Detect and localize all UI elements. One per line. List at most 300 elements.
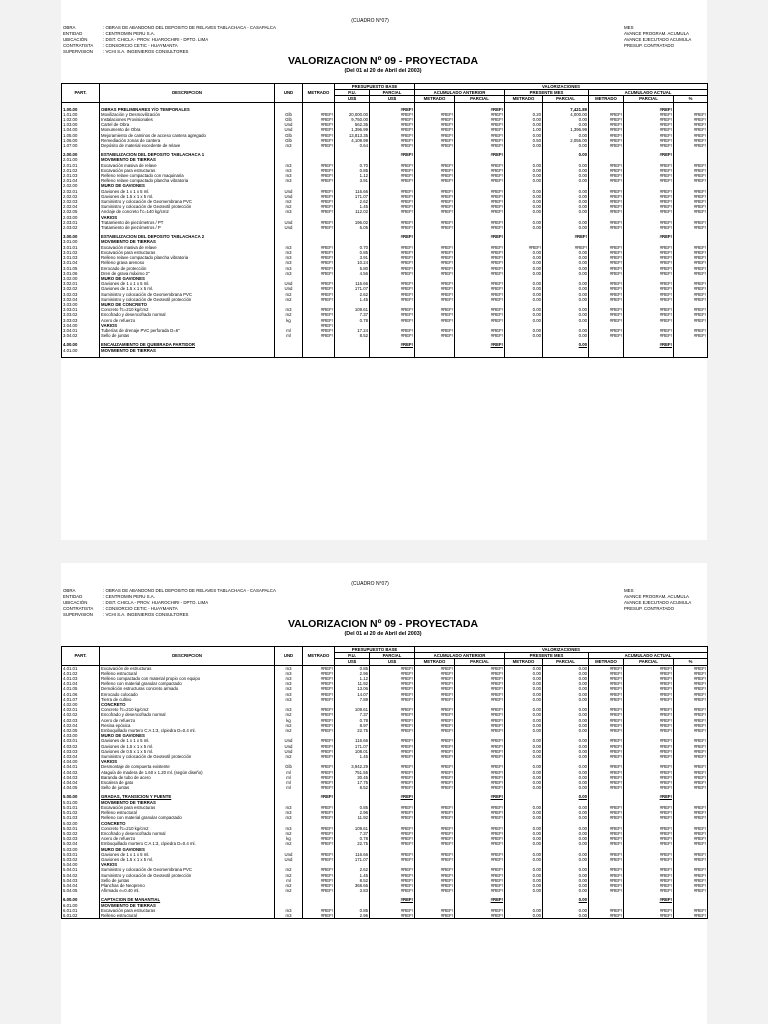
- table-cell: #REF!: [303, 852, 335, 857]
- table-cell: 1.00.00: [62, 107, 100, 112]
- table-cell: #REF!: [624, 328, 674, 333]
- table-cell: [543, 353, 589, 358]
- table-cell: #REF!: [624, 143, 674, 148]
- table-cell: 0.00: [505, 194, 543, 199]
- table-cell: Relleno compactado con material propio con equipo: [100, 676, 275, 681]
- table-cell: #REF!: [455, 780, 505, 785]
- table-cell: #REF!: [543, 234, 589, 239]
- table-cell: Remediación zonas de cantera: [100, 138, 275, 143]
- table-cell: m2: [275, 888, 303, 893]
- table-cell: #REF!: [303, 770, 335, 775]
- progress-label: PRESUP. CONTRATADO: [624, 606, 675, 611]
- table-cell: Tierra de cultivo: [100, 697, 275, 702]
- table-cell: 10.24: [335, 260, 370, 265]
- table-cell: #REF!: [370, 307, 415, 312]
- table-cell: #REF!: [589, 333, 624, 338]
- table-cell: #REF!: [303, 178, 335, 183]
- table-cell: #REF!: [624, 152, 674, 157]
- table-cell: #REF!: [370, 744, 415, 749]
- table-cell: m2: [275, 831, 303, 836]
- col-par: PARCIAL: [543, 96, 589, 102]
- table-cell: m3: [275, 692, 303, 697]
- table-cell: 0.20: [505, 112, 543, 117]
- table-cell: #REF!: [303, 250, 335, 255]
- sheet-page-2: [61, 563, 707, 1024]
- table-cell: 0.00: [543, 878, 589, 883]
- table-cell: 0.00: [543, 867, 589, 872]
- table-cell: #REF!: [370, 107, 415, 112]
- table-cell: #REF!: [370, 266, 415, 271]
- table-cell: 0.00: [505, 878, 543, 883]
- table-cell: 1.05.00: [62, 133, 100, 138]
- table-cell: 3.00.00: [62, 234, 100, 239]
- table-cell: 0.00: [543, 173, 589, 178]
- table-cell: #REF!: [303, 744, 335, 749]
- table-cell: #REF!: [624, 681, 674, 686]
- table-cell: m2: [275, 841, 303, 846]
- table-cell: #REF!: [303, 260, 335, 265]
- progress-label: MES: [624, 588, 634, 593]
- table-cell: Und: [275, 127, 303, 132]
- table-cell: 0.00: [505, 292, 543, 297]
- table-cell: #REF!: [370, 676, 415, 681]
- table-cell: #REF!: [674, 883, 708, 888]
- table-cell: #REF!: [455, 189, 505, 194]
- table-cell: 2.03.02: [62, 225, 100, 230]
- table-cell: 4.03.00: [62, 733, 100, 738]
- table-cell: Suministro y colocación de Geotextil protección: [100, 204, 275, 209]
- table-cell: #REF!: [370, 831, 415, 836]
- table-cell: #REF!: [505, 245, 543, 250]
- table-cell: #REF!: [624, 723, 674, 728]
- table-cell: #REF!: [303, 878, 335, 883]
- table-cell: #REF!: [455, 292, 505, 297]
- table-cell: 0.00: [543, 749, 589, 754]
- table-cell: VARIOS: [100, 862, 275, 867]
- table-cell: 0.00: [543, 168, 589, 173]
- table-cell: #REF!: [303, 831, 335, 836]
- table-cell: 6.00.00: [62, 897, 100, 902]
- table-cell: #REF!: [370, 780, 415, 785]
- table-cell: #REF!: [415, 127, 455, 132]
- table-cell: #REF!: [370, 163, 415, 168]
- table-cell: 5.00.00: [62, 794, 100, 799]
- table-cell: #REF!: [415, 297, 455, 302]
- col-acum-act: ACUMULADO ACTUAL: [589, 90, 708, 96]
- table-cell: 0.00: [505, 908, 543, 913]
- table-cell: Encofrado y desencofrado normal: [100, 712, 275, 717]
- col-presente: PRESENTE MES: [505, 653, 589, 659]
- table-cell: #REF!: [674, 199, 708, 204]
- table-cell: #REF!: [455, 133, 505, 138]
- table-cell: 2.62: [335, 867, 370, 872]
- table-cell: #REF!: [589, 307, 624, 312]
- table-cell: #REF!: [455, 199, 505, 204]
- col-acum-ant: ACUMULADO ANTERIOR: [415, 653, 505, 659]
- table-cell: Enrocado colocado: [100, 692, 275, 697]
- table-cell: #REF!: [455, 112, 505, 117]
- table-cell: 3.02.01: [62, 281, 100, 286]
- table-cell: #REF!: [589, 738, 624, 743]
- table-cell: #REF!: [455, 770, 505, 775]
- table-cell: #REF!: [370, 873, 415, 878]
- table-cell: 0.00: [543, 199, 589, 204]
- table-cell: #REF!: [415, 312, 455, 317]
- table-cell: 0.70: [335, 245, 370, 250]
- table-cell: 6.01.02: [62, 913, 100, 919]
- table-cell: 0.00: [543, 728, 589, 733]
- table-cell: 0.00: [543, 260, 589, 265]
- table-cell: #REF!: [455, 281, 505, 286]
- table-cell: 562.35: [335, 122, 370, 127]
- table-cell: #REF!: [455, 178, 505, 183]
- table-cell: 0.00: [505, 749, 543, 754]
- table-cell: #REF!: [303, 681, 335, 686]
- table-cell: #REF!: [455, 712, 505, 717]
- table-cell: Emboquillado mortero C:A 1:3, c/piedra D=0.4 ml.: [100, 728, 275, 733]
- table-cell: 7.37: [335, 712, 370, 717]
- table-cell: 0.00: [505, 831, 543, 836]
- table-cell: m2: [275, 312, 303, 317]
- table-cell: 0.00: [543, 831, 589, 836]
- table-cell: 0.00: [543, 209, 589, 214]
- table-cell: 109.61: [335, 826, 370, 831]
- table-cell: 0.00: [505, 318, 543, 323]
- table-cell: #REF!: [455, 107, 505, 112]
- table-cell: 108.01: [335, 749, 370, 754]
- table-cell: #REF!: [624, 133, 674, 138]
- table-cell: 3.01.01: [62, 245, 100, 250]
- col-pu: P.U.: [335, 653, 370, 659]
- table-cell: #REF!: [415, 286, 455, 291]
- table-cell: 0.00: [505, 692, 543, 697]
- table-cell: #REF!: [589, 318, 624, 323]
- table-cell: 1.00: [505, 127, 543, 132]
- table-cell: #REF!: [674, 770, 708, 775]
- table-cell: #REF!: [415, 873, 455, 878]
- table-cell: #REF!: [674, 780, 708, 785]
- table-cell: 0.00: [543, 143, 589, 148]
- table-cell: #REF!: [624, 163, 674, 168]
- table-cell: [505, 353, 543, 358]
- header-value: : VCHI S.A. INGENIEROS CONSULTORES: [103, 612, 189, 617]
- table-cell: 0.00: [543, 676, 589, 681]
- table-cell: #REF!: [674, 286, 708, 291]
- table-cell: Tratamiento de piezómetros / PT: [100, 220, 275, 225]
- table-cell: Relleno estructural: [100, 671, 275, 676]
- table-cell: 2.03.00: [62, 215, 100, 220]
- table-cell: #REF!: [455, 718, 505, 723]
- table-cell: MOVIMIENTO DE TIERRAS: [100, 800, 275, 805]
- table-cell: #REF!: [370, 127, 415, 132]
- table-cell: #REF!: [674, 692, 708, 697]
- table-cell: #REF!: [415, 292, 455, 297]
- table-cell: #REF!: [674, 328, 708, 333]
- table-cell: 0.00: [505, 780, 543, 785]
- table-cell: MURO DE GAVIONES: [100, 276, 275, 281]
- table-cell: Encofrado y desencofrado normal: [100, 831, 275, 836]
- table-cell: m2: [275, 867, 303, 872]
- table-cell: #REF!: [674, 744, 708, 749]
- table-cell: #REF!: [303, 815, 335, 820]
- table-cell: 0.00: [505, 754, 543, 759]
- table-cell: 6.01.01: [62, 908, 100, 913]
- col-met: METRADO: [415, 659, 455, 665]
- table-cell: 3,942.29: [335, 764, 370, 769]
- table-cell: [624, 353, 674, 358]
- table-cell: #REF!: [624, 754, 674, 759]
- table-cell: #REF!: [624, 234, 674, 239]
- table-cell: #REF!: [674, 749, 708, 754]
- table-cell: 0.00: [543, 697, 589, 702]
- table-cell: m3: [275, 908, 303, 913]
- table-cell: #REF!: [415, 913, 455, 919]
- table-cell: #REF!: [455, 122, 505, 127]
- header-key: UBICACIÓN: [63, 37, 88, 42]
- table-cell: #REF!: [415, 204, 455, 209]
- header-value: : CONSORCIO CETIC - HUAYMANTA: [103, 606, 178, 611]
- table-cell: 1.04.00: [62, 127, 100, 132]
- table-cell: #REF!: [589, 805, 624, 810]
- table-cell: Gaviones de 1 x 1 x 5 ml.: [100, 281, 275, 286]
- col-pct: %: [674, 96, 708, 102]
- table-cell: #REF!: [415, 271, 455, 276]
- table-cell: #REF!: [624, 686, 674, 691]
- table-cell: 0.00: [543, 194, 589, 199]
- table-cell: #REF!: [415, 883, 455, 888]
- table-cell: 0.85: [335, 250, 370, 255]
- table-cell: #REF!: [455, 209, 505, 214]
- table-cell: 0.00: [543, 836, 589, 841]
- table-cell: 0.00: [543, 204, 589, 209]
- table-cell: 0.00: [543, 723, 589, 728]
- table-cell: 4.01.05: [62, 686, 100, 691]
- table-cell: #REF!: [455, 220, 505, 225]
- table-cell: #REF!: [455, 671, 505, 676]
- table-cell: #REF!: [415, 225, 455, 230]
- table-cell: Excavación masiva de relave: [100, 163, 275, 168]
- col-part: PART.: [62, 84, 100, 103]
- table-cell: 0.00: [505, 117, 543, 122]
- table-cell: 0.00: [543, 255, 589, 260]
- table-cell: 5.02.00: [62, 821, 100, 826]
- table-cell: #REF!: [415, 260, 455, 265]
- table-cell: #REF!: [303, 728, 335, 733]
- table-cell: 0.00: [543, 307, 589, 312]
- table-cell: #REF!: [415, 117, 455, 122]
- table-cell: 0.00: [505, 770, 543, 775]
- table-body: [62, 102, 708, 357]
- col-met: METRADO: [415, 96, 455, 102]
- table-cell: #REF!: [589, 878, 624, 883]
- table-cell: #REF!: [455, 266, 505, 271]
- progress-label: AVANCE PROGRAM. ACUMULA: [624, 31, 689, 36]
- table-cell: #REF!: [589, 189, 624, 194]
- table-cell: #REF!: [674, 805, 708, 810]
- table-cell: #REF!: [303, 697, 335, 702]
- table-cell: 5.03.00: [62, 847, 100, 852]
- table-cell: 0.00: [543, 686, 589, 691]
- table-cell: 1.45: [335, 204, 370, 209]
- table-cell: #REF!: [415, 815, 455, 820]
- table-cell: #REF!: [674, 826, 708, 831]
- table-cell: #REF!: [303, 836, 335, 841]
- table-cell: 2.01.00: [62, 157, 100, 162]
- table-cell: [275, 353, 303, 358]
- table-cell: 4.02.04: [62, 723, 100, 728]
- table-cell: 2,055.00: [543, 138, 589, 143]
- table-cell: #REF!: [674, 297, 708, 302]
- table-cell: #REF!: [415, 775, 455, 780]
- table-cell: 11.92: [335, 681, 370, 686]
- table-cell: 0.00: [505, 686, 543, 691]
- table-cell: #REF!: [624, 255, 674, 260]
- table-cell: #REF!: [674, 143, 708, 148]
- table-cell: MURO DE GAVIONES: [100, 847, 275, 852]
- table-cell: #REF!: [415, 122, 455, 127]
- progress-label: MES: [624, 25, 634, 30]
- col-us1: US$: [335, 659, 370, 665]
- table-cell: 3.01.05: [62, 266, 100, 271]
- table-cell: #REF!: [624, 775, 674, 780]
- table-cell: #REF!: [455, 744, 505, 749]
- table-cell: #REF!: [370, 681, 415, 686]
- col-acum-act: ACUMULADO ACTUAL: [589, 653, 708, 659]
- table-cell: #REF!: [303, 873, 335, 878]
- table-cell: #REF!: [624, 738, 674, 743]
- table-cell: 0.00: [543, 342, 589, 347]
- table-cell: #REF!: [455, 312, 505, 317]
- table-cell: #REF!: [455, 805, 505, 810]
- table-cell: #REF!: [415, 728, 455, 733]
- table-cell: #REF!: [415, 133, 455, 138]
- table-cell: #REF!: [370, 897, 415, 902]
- col-und: UND: [275, 647, 303, 666]
- table-cell: #REF!: [370, 770, 415, 775]
- table-cell: 0.78: [335, 836, 370, 841]
- table-cell: #REF!: [370, 826, 415, 831]
- table-cell: #REF!: [455, 764, 505, 769]
- table-cell: [589, 353, 624, 358]
- table-cell: Sello de juntas: [100, 878, 275, 883]
- table-cell: 3.01.03: [62, 255, 100, 260]
- table-cell: [674, 353, 708, 358]
- header-value: : CONSORCIO CETIC - HUAYMANTA: [103, 43, 178, 48]
- table-cell: 3.03.01: [62, 307, 100, 312]
- table-cell: 109.61: [335, 307, 370, 312]
- table-cell: #REF!: [674, 318, 708, 323]
- table-cell: #REF!: [455, 878, 505, 883]
- table-cell: #REF!: [370, 785, 415, 790]
- table-cell: ml: [275, 775, 303, 780]
- table-cell: Movilización y Desmovilización: [100, 112, 275, 117]
- table-cell: Cartel de Obra: [100, 122, 275, 127]
- table-cell: 0.00: [505, 826, 543, 831]
- table-cell: #REF!: [303, 220, 335, 225]
- table-cell: 0.00: [543, 681, 589, 686]
- table-cell: 0.78: [335, 318, 370, 323]
- table-cell: #REF!: [303, 168, 335, 173]
- table-cell: ml: [275, 878, 303, 883]
- table-cell: 0.00: [505, 163, 543, 168]
- table-cell: #REF!: [589, 707, 624, 712]
- header-value: : OBRAS DE ABANDONO DEL DEPOSITO DE RELAVES TABLACHACA - CASAPALCA: [103, 25, 276, 30]
- table-cell: 0.50: [505, 138, 543, 143]
- progress-info: [624, 588, 691, 612]
- table-cell: m2: [275, 199, 303, 204]
- table-cell: #REF!: [303, 122, 335, 127]
- table-cell: #REF!: [415, 671, 455, 676]
- table-cell: #REF!: [415, 143, 455, 148]
- progress-label: AVANCE PROGRAM. ACUMULA: [624, 594, 689, 599]
- table-cell: #REF!: [303, 266, 335, 271]
- table-cell: 0.00: [505, 199, 543, 204]
- table-cell: 0.00: [505, 712, 543, 717]
- table-cell: 0.00: [505, 250, 543, 255]
- table-cell: Excavación para estructuras: [100, 250, 275, 255]
- table-cell: Relleno con material granular compactado: [100, 815, 275, 820]
- table-cell: #REF!: [589, 686, 624, 691]
- table-cell: #REF!: [589, 744, 624, 749]
- table-cell: #REF!: [624, 852, 674, 857]
- table-cell: #REF!: [589, 117, 624, 122]
- table-cell: 0.00: [505, 225, 543, 230]
- table-cell: #REF!: [455, 794, 505, 799]
- table-cell: 0.00: [505, 122, 543, 127]
- table-cell: #REF!: [415, 676, 455, 681]
- table-cell: 1,396.99: [543, 127, 589, 132]
- table-cell: #REF!: [455, 676, 505, 681]
- table-cell: Gaviones de 1.5 x 1 x 5 ml.: [100, 744, 275, 749]
- col-presupuesto: PRESUPUESTO BASE: [335, 84, 415, 90]
- table-cell: #REF!: [303, 686, 335, 691]
- table-cell: #REF!: [415, 194, 455, 199]
- table-cell: ESTABILIZACION DEL DEPOSITO TABLACHACA 1: [100, 152, 275, 157]
- table-cell: #REF!: [303, 810, 335, 815]
- table-row: [62, 353, 708, 358]
- table-cell: #REF!: [674, 857, 708, 862]
- table-cell: #REF!: [303, 841, 335, 846]
- table-cell: 11.92: [335, 815, 370, 820]
- table-cell: #REF!: [624, 780, 674, 785]
- table-cell: #REF!: [674, 204, 708, 209]
- table-cell: MOVIMIENTO DE TIERRAS: [100, 903, 275, 908]
- table-cell: #REF!: [589, 209, 624, 214]
- table-cell: 1.12: [335, 173, 370, 178]
- table-cell: m3: [275, 810, 303, 815]
- table-cell: #REF!: [370, 199, 415, 204]
- table-cell: #REF!: [303, 255, 335, 260]
- table-cell: #REF!: [303, 857, 335, 862]
- table-cell: #REF!: [589, 225, 624, 230]
- table-cell: #REF!: [370, 883, 415, 888]
- table-cell: #REF!: [674, 913, 708, 919]
- table-cell: 0.00: [543, 770, 589, 775]
- table-cell: Glb: [275, 764, 303, 769]
- table-cell: #REF!: [303, 209, 335, 214]
- table-cell: #REF!: [415, 681, 455, 686]
- table-cell: Concreto f'c=210 kg/cm2: [100, 307, 275, 312]
- table-cell: #REF!: [674, 255, 708, 260]
- table-cell: Mejoramiento de caminos de acceso cantera agregado: [100, 133, 275, 138]
- table-cell: #REF!: [370, 794, 415, 799]
- header-value: : VCHI S.A. INGENIEROS CONSULTORES: [103, 49, 189, 54]
- table-cell: #REF!: [303, 163, 335, 168]
- table-cell: 4.04.04: [62, 780, 100, 785]
- table-cell: Und: [275, 744, 303, 749]
- table-cell: #REF!: [455, 204, 505, 209]
- header-key: ENTIDAD: [63, 31, 83, 36]
